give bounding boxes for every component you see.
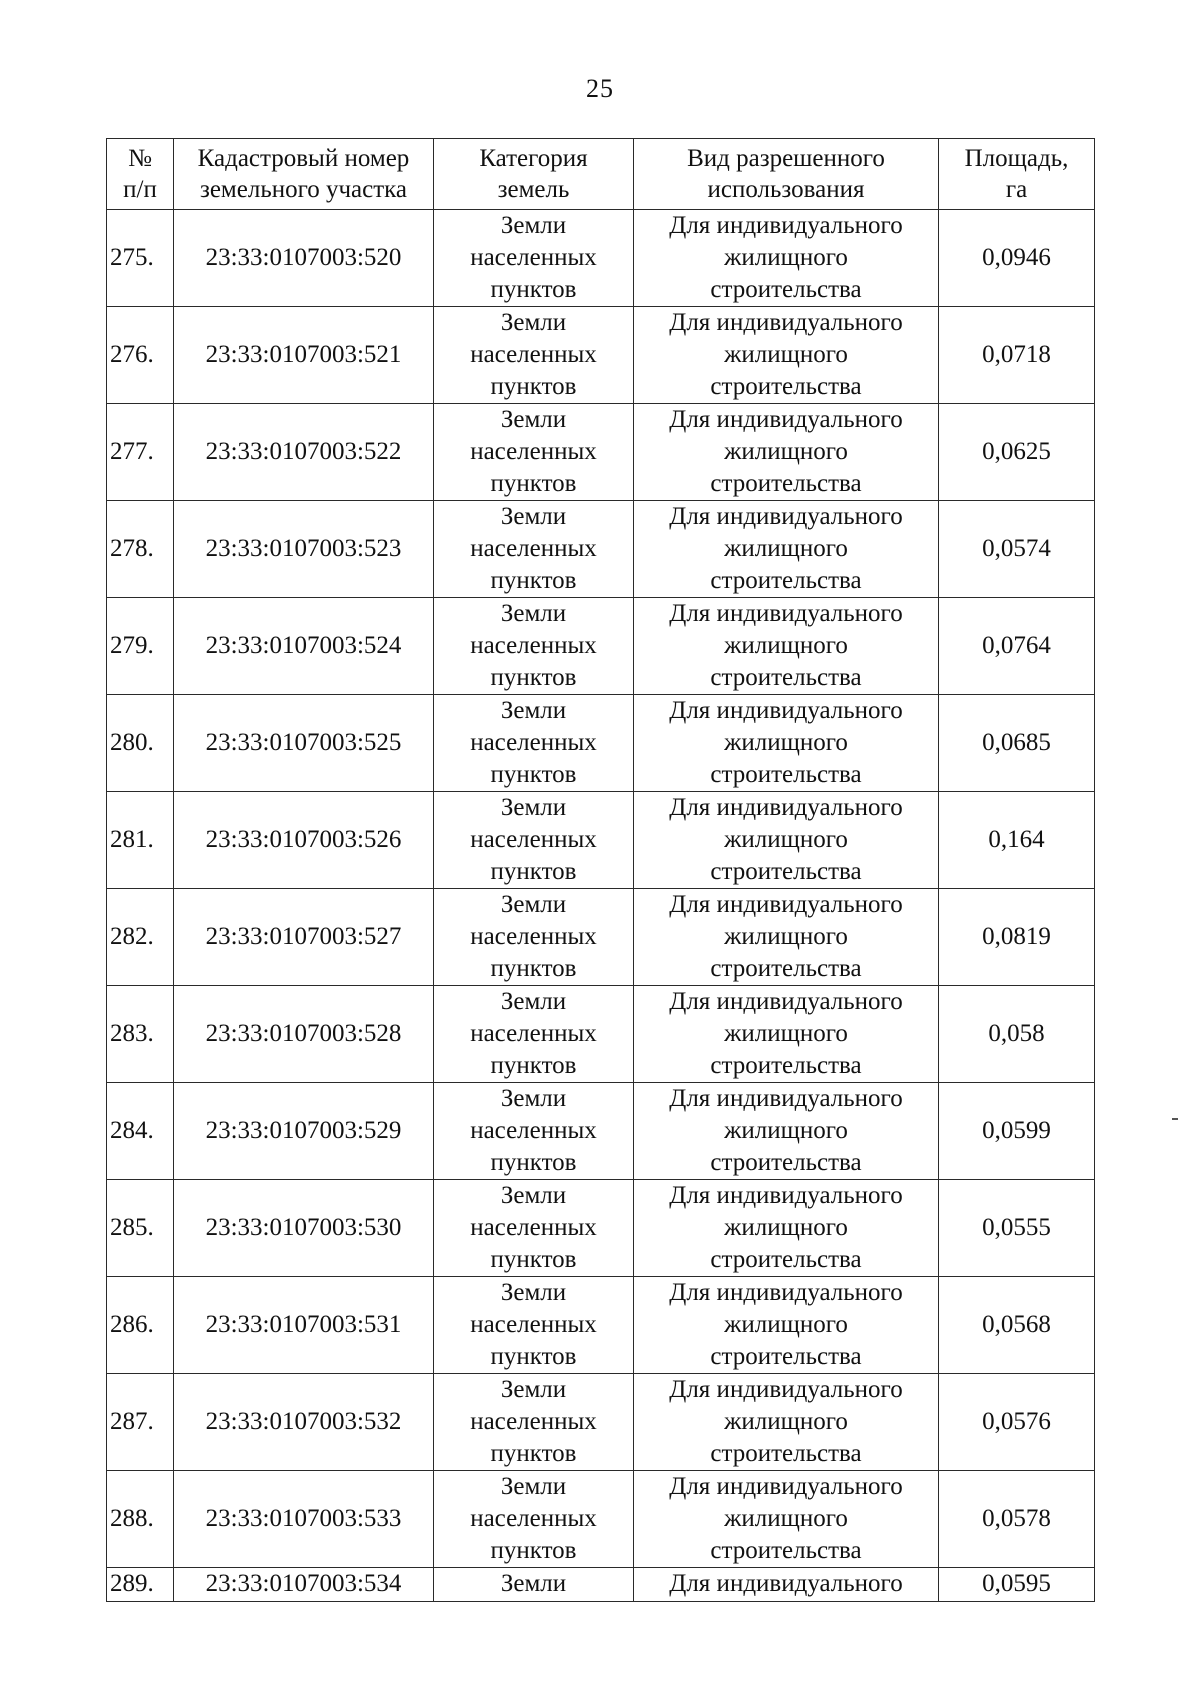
header-permitted-use: Вид разрешенного использования	[634, 139, 939, 210]
cell-land-category: Земли населенных пунктов	[434, 404, 634, 501]
cell-area: 0,0578	[939, 1471, 1095, 1568]
cell-area: 0,0718	[939, 307, 1095, 404]
header-area: Площадь, га	[939, 139, 1095, 210]
cell-area: 0,0685	[939, 695, 1095, 792]
cell-cadastral-number: 23:33:0107003:531	[174, 1277, 434, 1374]
cell-area: 0,0595	[939, 1568, 1095, 1602]
cell-permitted-use: Для индивидуального жилищного строительства	[634, 986, 939, 1083]
cell-permitted-use: Для индивидуального жилищного строительства	[634, 1083, 939, 1180]
table-row	[107, 792, 1095, 889]
cell-land-category: Земли населенных пунктов	[434, 1374, 634, 1471]
table-row	[107, 1374, 1095, 1471]
cell-area: 0,058	[939, 986, 1095, 1083]
cell-area: 0,0819	[939, 889, 1095, 986]
cell-cadastral-number: 23:33:0107003:525	[174, 695, 434, 792]
cell-number: 279.	[107, 598, 174, 695]
page-number: 25	[586, 74, 614, 103]
cell-area: 0,0576	[939, 1374, 1095, 1471]
cell-permitted-use: Для индивидуального жилищного строительства	[634, 695, 939, 792]
table-row	[107, 210, 1095, 307]
cell-permitted-use: Для индивидуального жилищного строительства	[634, 501, 939, 598]
cell-area: 0,0568	[939, 1277, 1095, 1374]
cell-land-category: Земли	[434, 1568, 634, 1602]
cell-number: 278.	[107, 501, 174, 598]
cell-land-category: Земли населенных пунктов	[434, 307, 634, 404]
cell-cadastral-number: 23:33:0107003:524	[174, 598, 434, 695]
cell-land-category: Земли населенных пунктов	[434, 695, 634, 792]
table-row	[107, 598, 1095, 695]
cell-permitted-use: Для индивидуального жилищного строительства	[634, 210, 939, 307]
cell-number: 288.	[107, 1471, 174, 1568]
table-row-cut	[107, 1568, 1095, 1602]
table-row	[107, 501, 1095, 598]
cell-area: 0,0625	[939, 404, 1095, 501]
table-row	[107, 889, 1095, 986]
cell-cadastral-number: 23:33:0107003:528	[174, 986, 434, 1083]
cell-area: 0,164	[939, 792, 1095, 889]
cell-cadastral-number: 23:33:0107003:534	[174, 1568, 434, 1602]
header-cadastral-number: Кадастровый номер земельного участка	[174, 139, 434, 210]
header-land-category: Категория земель	[434, 139, 634, 210]
cell-cadastral-number: 23:33:0107003:520	[174, 210, 434, 307]
cell-land-category: Земли населенных пунктов	[434, 1083, 634, 1180]
cell-permitted-use: Для индивидуального жилищного строительства	[634, 598, 939, 695]
cell-number: 276.	[107, 307, 174, 404]
cell-land-category: Земли населенных пунктов	[434, 792, 634, 889]
cell-land-category: Земли населенных пунктов	[434, 1277, 634, 1374]
cell-area: 0,0574	[939, 501, 1095, 598]
cell-area: 0,0946	[939, 210, 1095, 307]
cell-land-category: Земли населенных пунктов	[434, 501, 634, 598]
cell-cadastral-number: 23:33:0107003:521	[174, 307, 434, 404]
table-header	[107, 139, 1095, 210]
cell-cadastral-number: 23:33:0107003:526	[174, 792, 434, 889]
cell-number: 282.	[107, 889, 174, 986]
cell-land-category: Земли населенных пунктов	[434, 1180, 634, 1277]
cell-cadastral-number: 23:33:0107003:527	[174, 889, 434, 986]
cell-cadastral-number: 23:33:0107003:523	[174, 501, 434, 598]
cell-land-category: Земли населенных пунктов	[434, 986, 634, 1083]
cell-land-category: Земли населенных пунктов	[434, 1471, 634, 1568]
header-row	[107, 139, 1095, 210]
table-row	[107, 986, 1095, 1083]
cell-permitted-use: Для индивидуального жилищного строительства	[634, 1374, 939, 1471]
cell-permitted-use: Для индивидуального жилищного строительства	[634, 307, 939, 404]
cell-number: 289.	[107, 1568, 174, 1602]
cell-number: 286.	[107, 1277, 174, 1374]
scan-speck	[1172, 1118, 1178, 1120]
cell-cadastral-number: 23:33:0107003:532	[174, 1374, 434, 1471]
cell-permitted-use: Для индивидуального жилищного строительства	[634, 1277, 939, 1374]
cell-cadastral-number: 23:33:0107003:522	[174, 404, 434, 501]
cell-cadastral-number: 23:33:0107003:529	[174, 1083, 434, 1180]
cell-number: 284.	[107, 1083, 174, 1180]
cell-permitted-use: Для индивидуального жилищного строительства	[634, 1180, 939, 1277]
cell-number: 275.	[107, 210, 174, 307]
table-row	[107, 307, 1095, 404]
table-row	[107, 1471, 1095, 1568]
land-plots-table	[106, 138, 1095, 1602]
table-row	[107, 1180, 1095, 1277]
cell-number: 280.	[107, 695, 174, 792]
table-row	[107, 695, 1095, 792]
cell-area: 0,0555	[939, 1180, 1095, 1277]
cell-cadastral-number: 23:33:0107003:533	[174, 1471, 434, 1568]
header-number: № п/п	[107, 139, 174, 210]
cell-area: 0,0599	[939, 1083, 1095, 1180]
cell-permitted-use: Для индивидуального жилищного строительства	[634, 889, 939, 986]
cell-number: 287.	[107, 1374, 174, 1471]
cell-number: 285.	[107, 1180, 174, 1277]
table-row	[107, 404, 1095, 501]
table-row	[107, 1083, 1095, 1180]
cell-area: 0,0764	[939, 598, 1095, 695]
cell-land-category: Земли населенных пунктов	[434, 889, 634, 986]
cell-land-category: Земли населенных пунктов	[434, 598, 634, 695]
cell-number: 283.	[107, 986, 174, 1083]
cell-permitted-use: Для индивидуального жилищного строительства	[634, 792, 939, 889]
table-body	[107, 210, 1095, 1602]
table-row	[107, 1277, 1095, 1374]
cell-number: 277.	[107, 404, 174, 501]
cell-permitted-use: Для индивидуального жилищного строительства	[634, 404, 939, 501]
cell-cadastral-number: 23:33:0107003:530	[174, 1180, 434, 1277]
cell-permitted-use: Для индивидуального жилищного строительства	[634, 1471, 939, 1568]
cell-land-category: Земли населенных пунктов	[434, 210, 634, 307]
cell-number: 281.	[107, 792, 174, 889]
cell-permitted-use: Для индивидуального	[634, 1568, 939, 1602]
